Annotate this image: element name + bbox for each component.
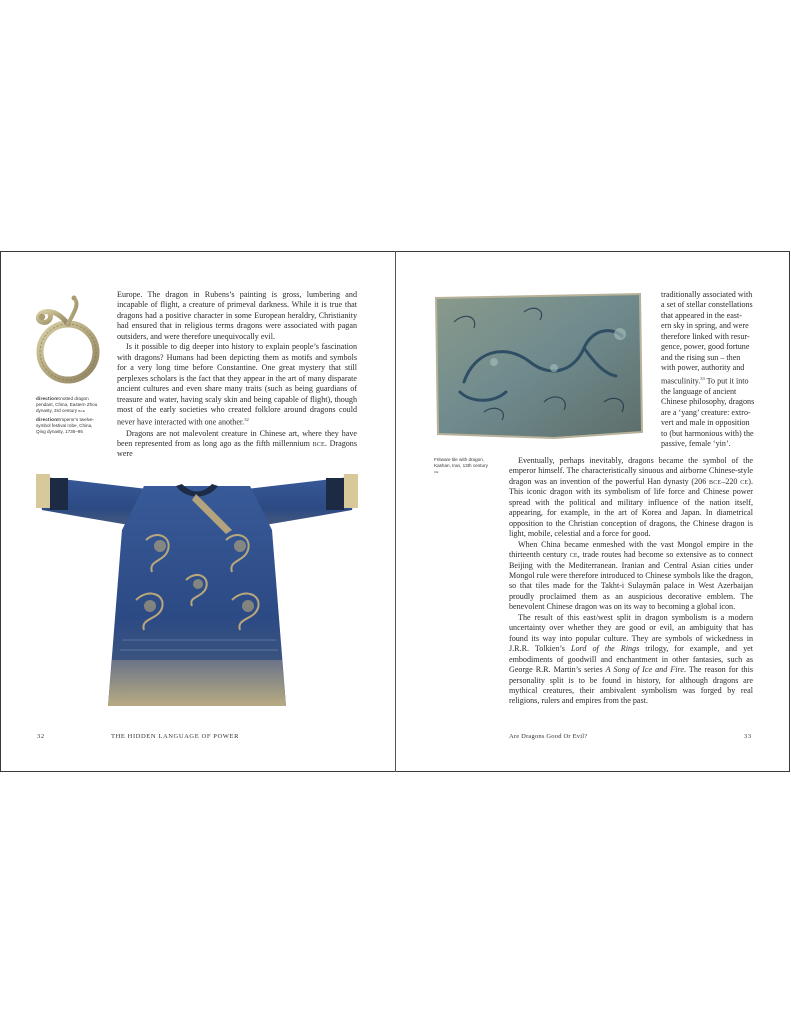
text-line: the language of ancient [661,386,737,396]
right-wrap-column [661,290,762,449]
paragraph: Dragons are not malevolent creature in Chinese art, where they have been represented from as long ago as the fifth millennium bce. Dragons were [117,428,357,459]
text-line: traditionally associated with [661,290,753,299]
robe-image [36,470,358,710]
pendant-image [30,290,106,390]
text-line: masculinity.$^{33}$ To put it into [661,375,749,386]
book-gutter [395,251,396,772]
paragraph: When China became enmeshed with the vast Mongol empire in the thirteenth century ce, trade routes had become so extensive as to connect Beijing with the Mediterranean. Iranian and Central Asian cities under Mongol rule were therefore introduced to Chinese symbols like the dragon, so that tiles made for the Takht-i Sulaymān palace in West Azerbaijan proudly proclaimed them as an auspicious decorative emblem. The benevolent Chinese dragon was on its way to becoming a global icon. [509,539,753,612]
caption-direction: direction [36,396,58,401]
caption-robe: directionEmperor’s twelve-symbol festival robe, China, Qing dynasty, 1736–95 [36,417,95,434]
text-line: and the rising sun – then [661,352,741,362]
tile-caption: Fritware tile with dragon, Kashan, Iran, 13th century ce [434,457,488,474]
paragraph: Is it possible to dig deeper into history to explain people’s fascination with dragons? Humans had been depicting them as motifs and symbols for a very long time before Constantine. One great mystery that still perplexes scholars is the fact that they appear in the art of many disparate ancient cultures and even share many traits (such as being guardians of treasure and water, having scaly skin and being capable of flight), though most of the early societies who created folklore around dragons could never have interacted with one another.$^{32}$ [117,342,357,428]
left-running-head: THE HIDDEN LANGUAGE OF POWER [111,733,240,740]
text-line: that appeared in the east- [661,310,742,320]
text-line: passive, female ‘yin’. [661,439,731,449]
tile-image [434,292,644,440]
right-running-head: Are Dragons Good Or Evil? [509,733,588,740]
text-line: therefore linked with resur- [661,331,750,341]
right-body-text [509,456,753,707]
text-line: to (but harmonious with) the [661,428,754,438]
paragraph: The result of this east/west split in dragon symbolism is a modern uncertainty over whether they are good or evil, an ambiguity that has found its way into popular culture. They are symbols of wickedness in J.R.R. Tolkien’s Lord of the Rings trilogy, for example, and yet embodiments of goodwill and enchantment in other fantasies, such as George R.R. Martin’s series A Song of Ice and Fire. The reason for this personality split is to be found in history, for although dragons are mythical creatures, their ambivalent symbolism was forged by real religions, rulers and empires from the past. [509,612,754,706]
paragraph: Eventually, perhaps inevitably, dragons became the symbol of the emperor himself. The characteristically sinuous and airborne Chinese-style dragon was an invention of the powerful Han dynasty (206 bce–220 ce). This iconic dragon with its symbolism of life force and Chinese power spread with the political and military influence of the nation itself, appearing, for example, in the art of Korea and Japan. In diametrical opposition to the Christian conception of dragons, the Chinese dragon is light, mobile, celestial and a force for good. [509,456,754,539]
pendant-caption [36,396,102,438]
caption-pendant: directionKnotted dragon pendant, China, Eastern Zhou dynasty, 3rd century bce [36,396,98,413]
right-folio-number: 33 [744,733,752,740]
left-body-text [117,290,357,460]
text-line: are a ‘yang’ creature: extro- [661,407,751,417]
caption-direction: direction [36,417,58,422]
left-folio-number: 32 [37,733,45,740]
text-line: ern sky in spring, and were [661,321,749,331]
text-line: gence, power, good fortune [661,342,750,352]
text-line: vert and male in opposition [661,418,750,428]
text-line: a set of stellar constellations [661,300,753,310]
text-line: Chinese philosophy, dragons [661,397,755,407]
paragraph: Europe. The dragon in Rubens’s painting is gross, lumbering and incapable of flight, a creature of primeval darkness. While it is true that dragons had a positive character in some European heraldry, Christianity had ensured that in religious terms dragons were associated with pagan outsiders, and were therefore unequivocally evil. [117,290,357,341]
text-line: with power, authority and [661,363,745,373]
